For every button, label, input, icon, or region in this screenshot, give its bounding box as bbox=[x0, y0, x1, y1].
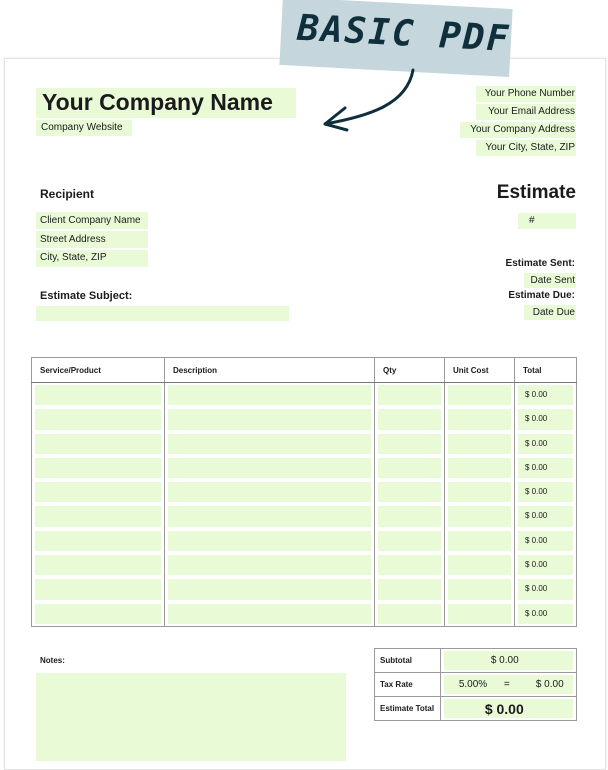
table-header-row bbox=[32, 358, 577, 383]
unit-cost-cell[interactable] bbox=[445, 456, 515, 480]
subtotal-cell[interactable] bbox=[440, 649, 576, 673]
table-row bbox=[32, 432, 577, 456]
estimate-subject-label: Estimate Subject: bbox=[40, 290, 133, 302]
total-cell[interactable] bbox=[515, 480, 577, 504]
service-cell[interactable] bbox=[32, 504, 165, 528]
description-cell[interactable] bbox=[165, 504, 375, 528]
col-header-unit-cost: Unit Cost bbox=[445, 358, 515, 383]
notes-label: Notes: bbox=[40, 656, 65, 665]
table-row bbox=[32, 602, 577, 627]
unit-cost-cell[interactable] bbox=[445, 602, 515, 627]
estimate-due-label: Estimate Due: bbox=[508, 290, 575, 301]
service-cell[interactable] bbox=[32, 456, 165, 480]
line-items-table bbox=[31, 357, 577, 627]
subtotal-row bbox=[375, 649, 577, 673]
total-value: $ 0.00 bbox=[484, 701, 524, 717]
qty-cell[interactable] bbox=[375, 553, 445, 577]
estimate-number-field[interactable] bbox=[518, 213, 576, 229]
row-total-value: $ 0.00 bbox=[525, 390, 548, 399]
service-cell[interactable] bbox=[32, 407, 165, 431]
table-row bbox=[32, 407, 577, 431]
col-header-total: Total bbox=[515, 358, 577, 383]
tax-label: Tax Rate bbox=[375, 673, 441, 697]
row-total-value: $ 0.00 bbox=[525, 608, 548, 618]
row-total-value: $ 0.00 bbox=[525, 560, 548, 570]
qty-cell[interactable] bbox=[375, 480, 445, 504]
qty-cell[interactable] bbox=[375, 383, 445, 408]
recipient-heading: Recipient bbox=[40, 187, 95, 201]
total-cell[interactable] bbox=[515, 529, 577, 553]
row-total-value: $ 0.00 bbox=[525, 535, 548, 545]
unit-cost-cell[interactable] bbox=[445, 504, 515, 528]
unit-cost-cell[interactable] bbox=[445, 529, 515, 553]
description-cell[interactable] bbox=[165, 480, 375, 504]
description-cell[interactable] bbox=[165, 383, 375, 408]
arrow-icon bbox=[315, 64, 425, 134]
service-cell[interactable] bbox=[32, 529, 165, 553]
unit-cost-cell[interactable] bbox=[445, 383, 515, 408]
company-phone: Your Phone Number bbox=[484, 88, 575, 99]
total-cell[interactable] bbox=[515, 432, 577, 456]
total-label: Estimate Total bbox=[375, 697, 441, 721]
col-header-service: Service/Product bbox=[32, 358, 165, 383]
stamp-label: BASIC PDF bbox=[296, 7, 512, 60]
qty-cell[interactable] bbox=[375, 577, 445, 601]
row-total-value: $ 0.00 bbox=[525, 487, 548, 497]
company-name: Your Company Name bbox=[42, 89, 273, 115]
estimate-title: Estimate bbox=[496, 182, 576, 203]
table-row bbox=[32, 504, 577, 528]
date-sent: Date Sent bbox=[530, 275, 575, 286]
description-cell[interactable] bbox=[165, 553, 375, 577]
tax-value: $ 0.00 bbox=[535, 679, 564, 690]
table-row bbox=[32, 577, 577, 601]
service-cell[interactable] bbox=[32, 383, 165, 408]
total-cell[interactable] bbox=[515, 553, 577, 577]
table-row bbox=[32, 383, 577, 408]
service-cell[interactable] bbox=[32, 602, 165, 627]
description-cell[interactable] bbox=[165, 577, 375, 601]
company-address: Your Company Address bbox=[470, 124, 575, 135]
client-street: Street Address bbox=[40, 234, 106, 245]
client-city: City, State, ZIP bbox=[40, 252, 107, 263]
row-total-value: $ 0.00 bbox=[525, 462, 548, 472]
unit-cost-cell[interactable] bbox=[445, 577, 515, 601]
description-cell[interactable] bbox=[165, 602, 375, 627]
description-cell[interactable] bbox=[165, 529, 375, 553]
estimate-subject-field[interactable] bbox=[36, 306, 289, 321]
company-website: Company Website bbox=[41, 122, 123, 133]
company-email: Your Email Address bbox=[488, 106, 575, 117]
qty-cell[interactable] bbox=[375, 602, 445, 627]
estimate-number: # bbox=[529, 215, 535, 226]
row-total-value: $ 0.00 bbox=[525, 438, 548, 448]
table-row bbox=[32, 529, 577, 553]
qty-cell[interactable] bbox=[375, 456, 445, 480]
tax-cell[interactable] bbox=[440, 673, 576, 697]
tax-equals: = bbox=[503, 679, 510, 690]
description-cell[interactable] bbox=[165, 407, 375, 431]
tax-rate: 5.00% bbox=[458, 679, 488, 690]
col-header-qty: Qty bbox=[375, 358, 445, 383]
total-cell[interactable] bbox=[515, 602, 577, 627]
subtotal-value: $ 0.00 bbox=[490, 655, 519, 666]
table-row bbox=[32, 553, 577, 577]
col-header-description: Description bbox=[165, 358, 375, 383]
date-due: Date Due bbox=[532, 307, 575, 318]
total-cell[interactable] bbox=[515, 504, 577, 528]
table-row bbox=[32, 480, 577, 504]
row-total-value: $ 0.00 bbox=[525, 584, 548, 594]
service-cell[interactable] bbox=[32, 553, 165, 577]
service-cell[interactable] bbox=[32, 577, 165, 601]
total-cell[interactable] bbox=[440, 697, 576, 721]
company-city: Your City, State, ZIP bbox=[485, 142, 575, 153]
estimate-sent-label: Estimate Sent: bbox=[505, 258, 575, 269]
notes-field[interactable] bbox=[36, 673, 346, 761]
description-cell[interactable] bbox=[165, 456, 375, 480]
tax-row bbox=[375, 673, 577, 697]
table-row bbox=[32, 456, 577, 480]
summary-table bbox=[374, 648, 577, 721]
unit-cost-cell[interactable] bbox=[445, 432, 515, 456]
total-cell[interactable] bbox=[515, 383, 577, 408]
qty-cell[interactable] bbox=[375, 504, 445, 528]
service-cell[interactable] bbox=[32, 432, 165, 456]
unit-cost-cell[interactable] bbox=[445, 407, 515, 431]
total-cell[interactable] bbox=[515, 456, 577, 480]
subtotal-label: Subtotal bbox=[375, 649, 441, 673]
row-total-value: $ 0.00 bbox=[525, 511, 548, 521]
total-row bbox=[375, 697, 577, 721]
total-cell[interactable] bbox=[515, 577, 577, 601]
client-company: Client Company Name bbox=[40, 215, 141, 226]
service-cell[interactable] bbox=[32, 480, 165, 504]
total-cell[interactable] bbox=[515, 407, 577, 431]
description-cell[interactable] bbox=[165, 432, 375, 456]
row-total-value: $ 0.00 bbox=[525, 414, 548, 424]
qty-cell[interactable] bbox=[375, 407, 445, 431]
qty-cell[interactable] bbox=[375, 432, 445, 456]
unit-cost-cell[interactable] bbox=[445, 480, 515, 504]
qty-cell[interactable] bbox=[375, 529, 445, 553]
unit-cost-cell[interactable] bbox=[445, 553, 515, 577]
